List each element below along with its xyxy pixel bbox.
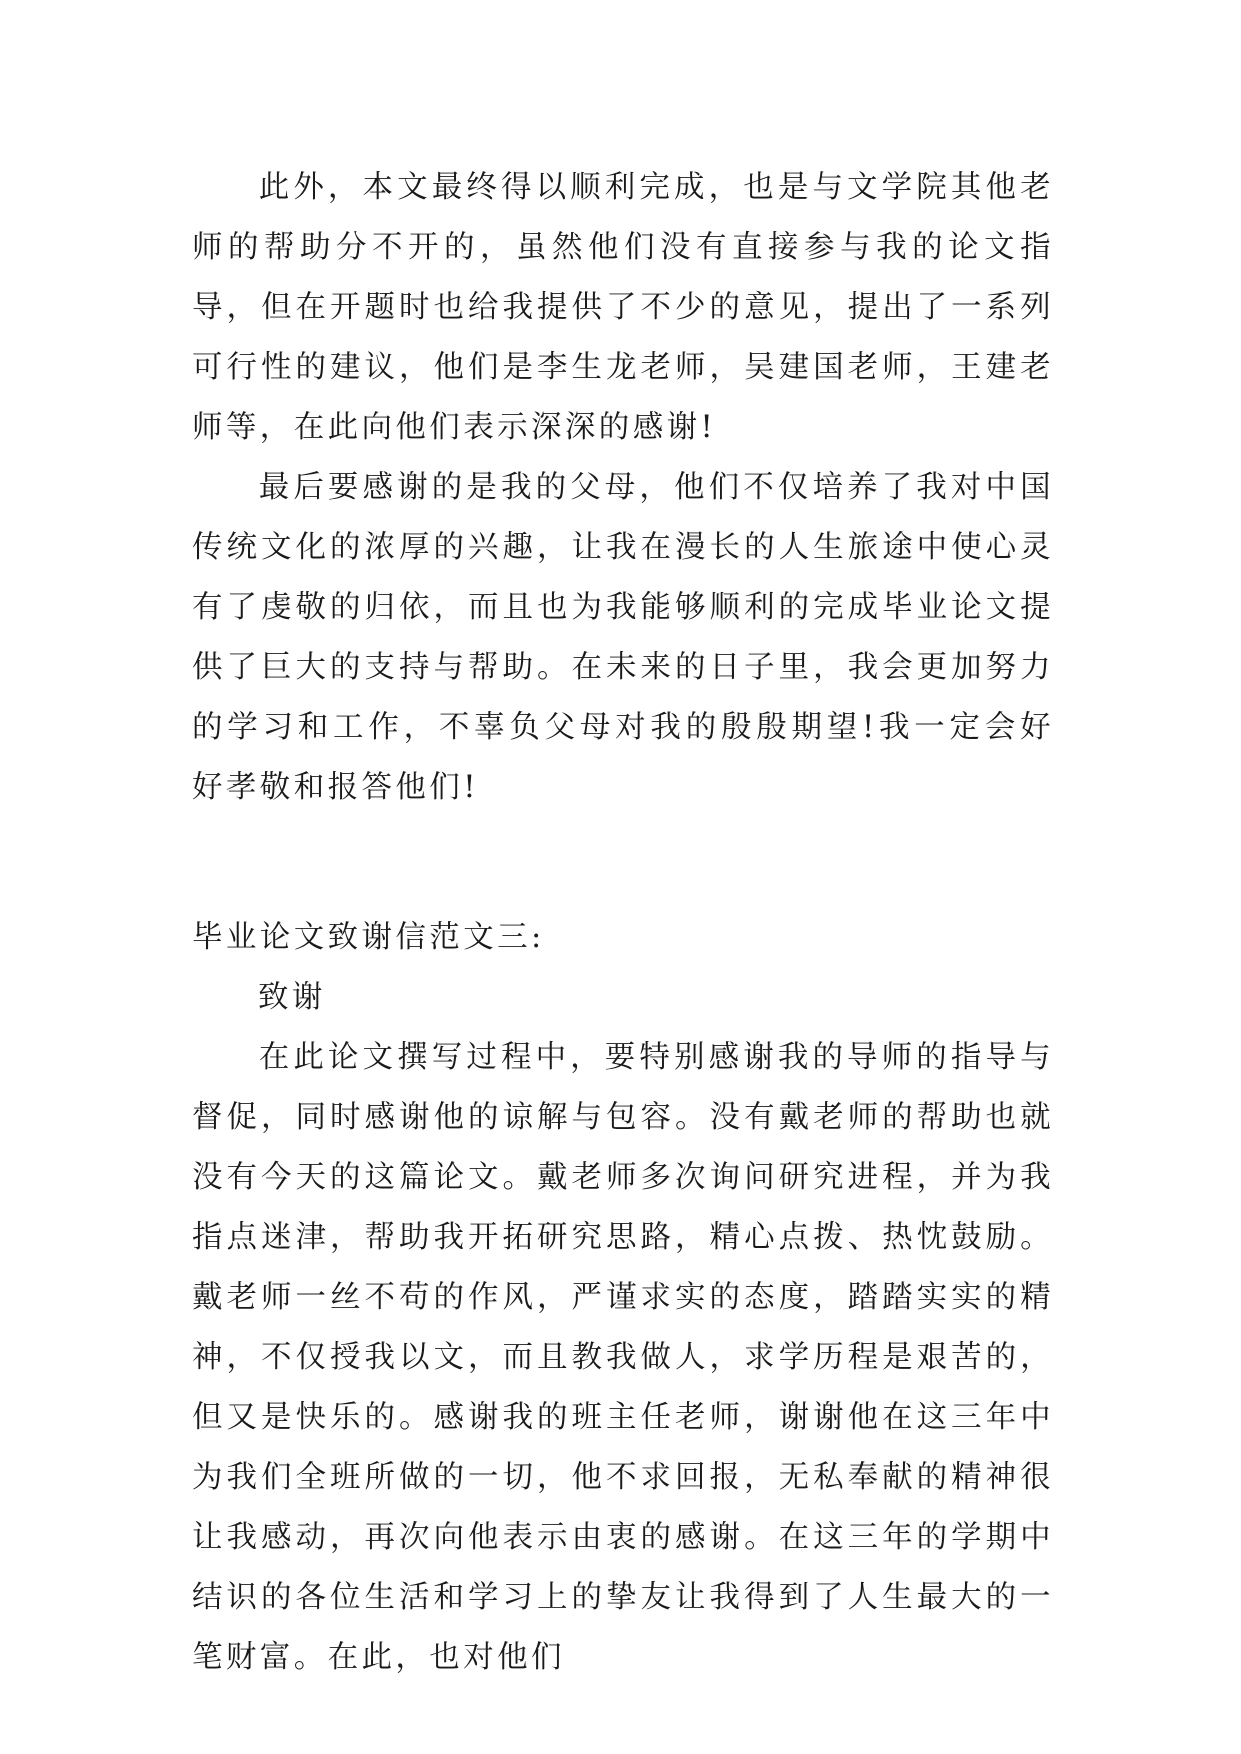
- paragraph-acknowledgement-teachers: [192, 158, 1054, 458]
- paragraph-text: 在此论文撰写过程中，要特别感谢我的导师的指导与督促，同时感谢他的谅解与包容。没有戴老师的帮助也就没有今天的这篇论文。戴老师多次询问研究进程，并为我指点迷津，帮助我开拓研究思路，精心点拨、热忱鼓励。戴老师一丝不苟的作风，严谨求实的态度，踏踏实实的精神，不仅授我以文，而且教我做人，求学历程是艰苦的，但又是快乐的。感谢我的班主任老师，谢谢他在这三年中为我们全班所做的一切，他不求回报，无私奉献的精神很让我感动，再次向他表示由衷的感谢。在这三年的学期中结识的各位生活和学习上的挚友让我得到了人生最大的一笔财富。在此，也对他们: [192, 1040, 1054, 1675]
- sub-heading: 致谢: [258, 980, 326, 1015]
- paragraph-text: 最后要感谢的是我的父母，他们不仅培养了我对中国传统文化的浓厚的兴趣，让我在漫长的人生旅途中使心灵有了虔敬的归依，而且也为我能够顺利的完成毕业论文提供了巨大的支持与帮助。在未来的日子里，我会更加努力的学习和工作，不辜负父母对我的殷殷期望!我一定会好好孝敬和报答他们!: [192, 470, 1054, 805]
- paragraph-acknowledgement-advisor: [192, 1028, 1054, 1688]
- paragraph-text: 此外，本文最终得以顺利完成，也是与文学院其他老师的帮助分不开的，虽然他们没有直接参与我的论文指导，但在开题时也给我提供了不少的意见，提出了一系列可行性的建议，他们是李生龙老师，吴建国老师，王建老师等，在此向他们表示深深的感谢!: [192, 170, 1054, 445]
- paragraph-acknowledgement-parents: [192, 458, 1054, 818]
- section-heading: 毕业论文致谢信范文三:: [192, 920, 545, 955]
